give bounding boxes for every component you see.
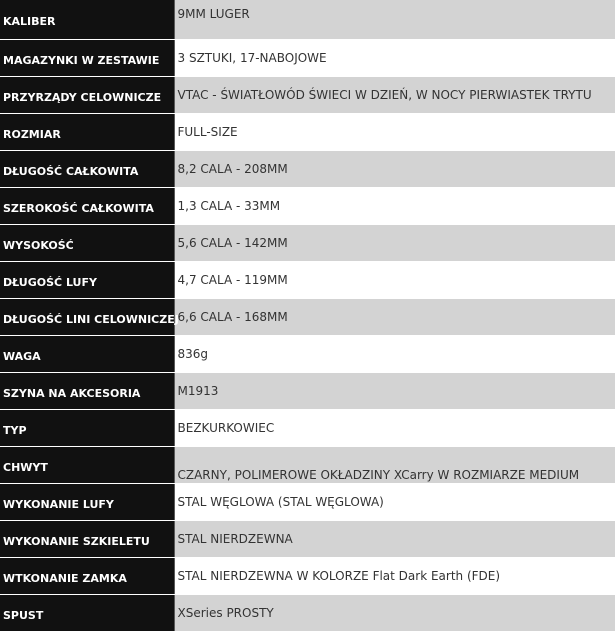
spec-row-kaliber xyxy=(0,0,615,40)
spec-row-magazynki xyxy=(0,40,615,77)
spec-label: TYP xyxy=(0,410,174,447)
spec-value: 6,6 CALA - 168MM xyxy=(174,299,615,336)
spec-value: XSeries PROSTY xyxy=(174,595,615,632)
spec-value: STAL NIERDZEWNA xyxy=(174,521,615,558)
spec-value: STAL WĘGLOWA (STAL WĘGLOWA) xyxy=(174,484,615,521)
spec-label: PRZYRZĄDY CELOWNICZE xyxy=(0,77,174,114)
spec-label: DŁUGOŚĆ LINI CELOWNICZEJ xyxy=(0,299,174,336)
spec-label: WYKONANIE LUFY xyxy=(0,484,174,521)
spec-row-szerokosc xyxy=(0,188,615,225)
spec-label: MAGAZYNKI W ZESTAWIE xyxy=(0,40,174,77)
spec-row-waga xyxy=(0,336,615,373)
spec-value: 3 SZTUKI, 17-NABOJOWE xyxy=(174,40,615,77)
spec-row-wykonanie-szkieletu xyxy=(0,521,615,558)
spec-label: ROZMIAR xyxy=(0,114,174,151)
spec-row-przyrzady xyxy=(0,77,615,114)
spec-value: 4,7 CALA - 119MM xyxy=(174,262,615,299)
spec-label: SPUST xyxy=(0,595,174,632)
spec-label: WTKONANIE ZAMKA xyxy=(0,558,174,595)
spec-row-wykonanie-lufy xyxy=(0,484,615,521)
spec-label: SZEROKOŚĆ CAŁKOWITA xyxy=(0,188,174,225)
spec-value: CZARNY, POLIMEROWE OKŁADZINY XCarry W ROZMIARZE MEDIUM xyxy=(174,447,615,484)
spec-label: SZYNA NA AKCESORIA xyxy=(0,373,174,410)
spec-label: WYKONANIE SZKIELETU xyxy=(0,521,174,558)
spec-row-chwyt xyxy=(0,447,615,484)
spec-row-dlugosc-calkowita xyxy=(0,151,615,188)
spec-label: WAGA xyxy=(0,336,174,373)
spec-value: 1,3 CALA - 33MM xyxy=(174,188,615,225)
spec-value: 5,6 CALA - 142MM xyxy=(174,225,615,262)
spec-row-rozmiar xyxy=(0,114,615,151)
spec-row-dlugosc-lufy xyxy=(0,262,615,299)
spec-value: FULL-SIZE xyxy=(174,114,615,151)
spec-row-typ xyxy=(0,410,615,447)
spec-value: 9MM LUGER xyxy=(174,0,615,40)
spec-value: M1913 xyxy=(174,373,615,410)
spec-value: 8,2 CALA - 208MM xyxy=(174,151,615,188)
spec-row-wykonanie-zamka xyxy=(0,558,615,595)
spec-value: BEZKURKOWIEC xyxy=(174,410,615,447)
spec-label: WYSOKOŚĆ xyxy=(0,225,174,262)
spec-value: STAL NIERDZEWNA W KOLORZE Flat Dark Earth (FDE) xyxy=(174,558,615,595)
spec-row-spust xyxy=(0,595,615,632)
spec-label: KALIBER xyxy=(0,0,174,40)
spec-value: VTAC - ŚWIATŁOWÓD ŚWIECI W DZIEŃ, W NOCY PIERWIASTEK TRYTU xyxy=(174,77,615,114)
spec-label: DŁUGOŚĆ CAŁKOWITA xyxy=(0,151,174,188)
spec-row-wysokosc xyxy=(0,225,615,262)
spec-value: 836g xyxy=(174,336,615,373)
spec-label: CHWYT xyxy=(0,447,174,484)
spec-label: DŁUGOŚĆ LUFY xyxy=(0,262,174,299)
spec-row-dlugosc-lini xyxy=(0,299,615,336)
spec-row-szyna xyxy=(0,373,615,410)
